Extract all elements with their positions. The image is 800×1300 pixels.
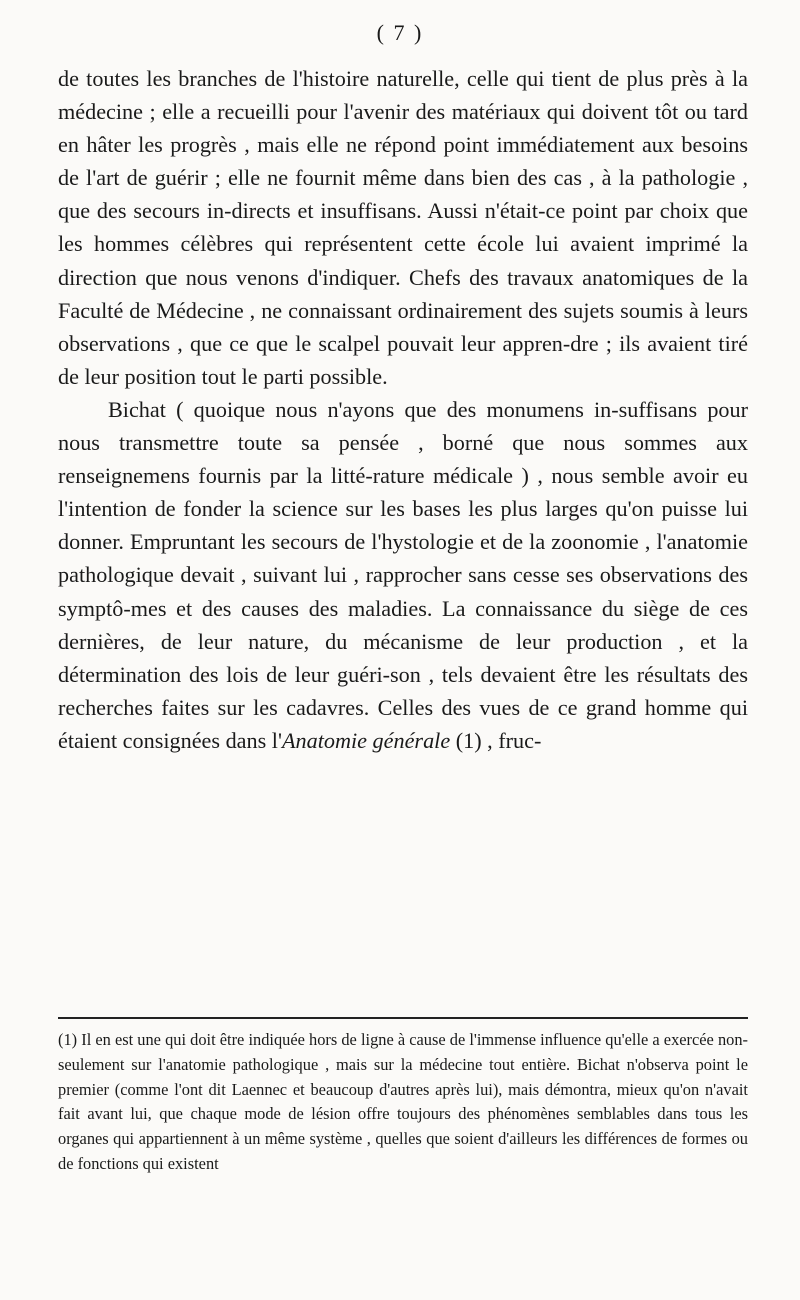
paragraph-text: de toutes les branches de l'histoire naturelle, celle qui tient de plus près à la médecine ; elle a recueilli pour l'avenir des matériaux qui doivent tôt ou tard en hâter les progrès , mais elle ne répond point immédiatement aux besoins de l'art de guérir ; elle ne fournit même dans bien des cas , à la pathologie , que des secours in-directs et insuffisans. Aussi n'était-ce point par choix que les hommes célèbres qui représentent cette école lui avaient imprimé la direction que nous venons d'indiquer. Chefs des travaux anatomiques de la Faculté de Médecine , ne connaissant ordinairement des sujets soumis à leurs observations , que ce que le scalpel pouvait leur appren-dre ; ils avaient tiré de leur position tout le parti possible. (58, 66, 748, 389)
paragraph-text: Bichat ( quoique nous n'ayons que des monumens in-suffisans pour nous transmettre toute sa pensée , borné que nous sommes aux renseignemens fournis par la litté-rature médicale ) , nous semble avoir eu l'intention de fonder la science sur les bases les plus larges qu'on puisse lui donner. Empruntant les secours de l'hystologie et de la zoonomie , l'anatomie pathologique devait , suivant lui , rapprocher sans cesse ses observations des symptô-mes et des causes des maladies. La connaissance du siège de ces dernières, de leur nature, du mécanisme de leur production , et la détermination des lois de leur guéri-son , tels devaient être les résultats des recherches faites sur les cadavres. Celles des vues de ce grand homme qui étaient consignées dans l' (58, 396, 748, 753)
footnote: (1) Il en est une qui doit être indiquée hors de ligne à cause de l'immense influence qu'elle a exercée non-seulement sur l'anatomie pathologique , mais sur la médecine tout entière. Bichat n'observa point le premier (comme l'ont dit Laennec et beaucoup d'autres après lui), mais démontra, mieux qu'on n'avait fait avant lui, que chaque mode de lésion offre toujours des phénomènes semblables dans tous les organes qui appartiennent à un même système , quelles que soient d'ailleurs les différences de formes ou de fonctions qui existent (58, 1030, 748, 1173)
paragraph-text-end: (1) , fruc- (450, 727, 542, 753)
paragraph (58, 393, 748, 757)
main-text (58, 62, 748, 757)
footnote-divider (58, 1017, 748, 1019)
page-number: ( 7 ) (376, 20, 424, 45)
paragraph (58, 62, 748, 393)
italic-title: Anatomie générale (281, 727, 451, 753)
